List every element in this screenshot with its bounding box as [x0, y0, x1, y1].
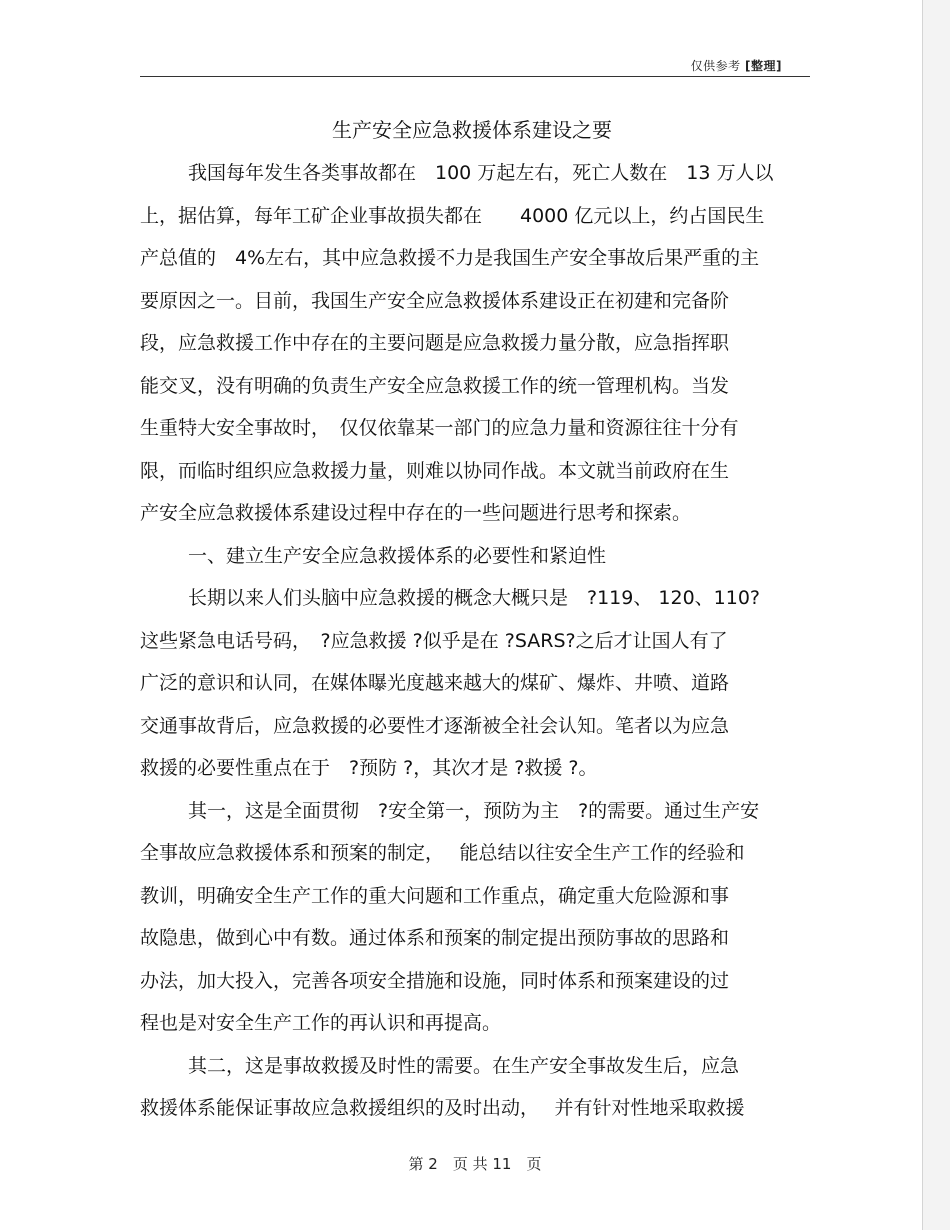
paragraph-line: 其二，这是事故救援及时性的需要。在生产安全事故发生后，应急	[188, 1054, 740, 1077]
page-header	[691, 57, 782, 74]
paragraph-line: 办法，加大投入，完善各项安全措施和设施，同时体系和预案建设的过	[140, 969, 730, 992]
paragraph-line: 产安全应急救援体系建设过程中存在的一些问题进行思考和探索。	[140, 502, 692, 524]
viewer-margin	[923, 0, 950, 1230]
section-heading: 一、建立生产安全应急救援体系的必要性和紧迫性	[188, 544, 607, 567]
paragraph-line: 其一，这是全面贯彻 ?安全第一，预防为主 ?的需要。通过生产安	[188, 799, 760, 822]
paragraph-line: 段，应急救援工作中存在的主要问题是应急救援力量分散，应急指挥职	[140, 332, 730, 354]
paragraph-line: 程也是对安全生产工作的再认识和再提高。	[140, 1012, 502, 1034]
header-divider	[140, 76, 810, 77]
paragraph-line: 限，而临时组织应急救援力量，则难以协同作战。本文就当前政府在生	[140, 459, 730, 482]
paragraph-line: 上，据估算，每年工矿企业事故损失都在 4000 亿元以上，约占国民生	[140, 204, 765, 227]
paragraph-line: 生重特大安全事故时， 仅仅依靠某一部门的应急力量和资源往往十分有	[140, 417, 739, 439]
paragraph-line: 要原因之一。目前，我国生产安全应急救援体系建设正在初建和完备阶	[140, 289, 730, 312]
header-label: 仅供参考	[690, 59, 741, 73]
paragraph-line: 故隐患，做到心中有数。通过体系和预案的制定提出预防事故的思路和	[140, 927, 730, 949]
paragraph-line: 交通事故背后，应急救援的必要性才逐渐被全社会认知。笔者以为应急	[140, 714, 730, 737]
paragraph-line: 教训，明确安全生产工作的重大问题和工作重点，确定重大危险源和事	[140, 884, 730, 907]
document-title: 生产安全应急救援体系建设之要	[332, 118, 612, 142]
paragraph-line: 救援体系能保证事故应急救援组织的及时出动， 并有针对性地采取救援	[140, 1097, 745, 1119]
paragraph-line: 这些紧急电话号码， ?应急救援 ?似乎是在 ?SARS?之后才让国人有了	[140, 629, 728, 652]
paragraph-line: 长期以来人们头脑中应急救援的概念大概只是 ?119、 120、110?	[188, 587, 761, 609]
paragraph-line: 我国每年发生各类事故都在 100 万起左右，死亡人数在 13 万人以	[188, 162, 774, 184]
paragraph-line: 能交叉，没有明确的负责生产安全应急救援工作的统一管理机构。当发	[140, 374, 730, 397]
paragraph-line: 广泛的意识和认同，在媒体曝光度越来越大的煤矿、爆炸、井喷、道路	[140, 672, 730, 694]
document-body	[140, 152, 810, 1130]
paragraph-line: 全事故应急救援体系和预案的制定， 能总结以往安全生产工作的经验和	[140, 842, 745, 864]
paragraph-line: 救援的必要性重点在于 ?预防 ?，其次才是 ?救援 ?。	[140, 757, 598, 779]
page-footer: 第 2 页 共 11 页	[408, 1155, 542, 1173]
header-tag: [整理]	[745, 59, 782, 73]
paragraph-line: 产总值的 4%左右，其中应急救援不力是我国生产安全事故后果严重的主	[140, 247, 760, 269]
